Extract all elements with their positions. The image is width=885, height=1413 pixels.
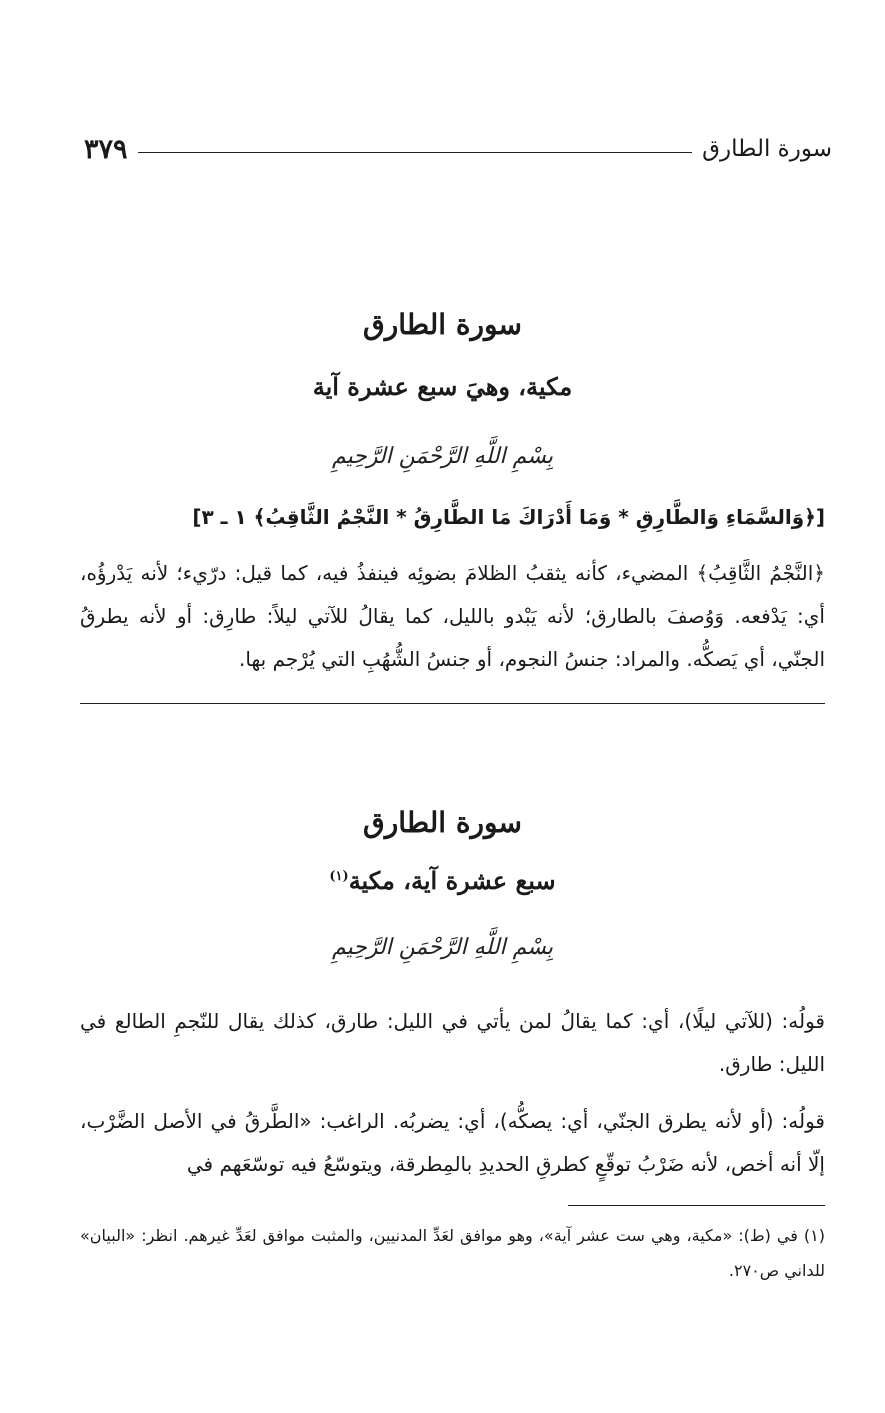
- surah-title: سورة الطارق: [363, 308, 522, 341]
- commentary-subtitle-text: سبع عشرة آية، مكية: [348, 866, 556, 895]
- tafsir-paragraph: ﴿النَّجْمُ الثَّاقِبُ﴾ المضيء، كأنه يثقبُ الظلامَ بضوئِه فينفذُ فيه، كما قيل: درّيء؛ لأنه يَدْرؤُه، أي: يَدْفعه. وَوُصفَ بالطارق؛ لأنه يَبْدو بالليل، كما يقالُ للآتي ليلاً: طارِق: أو لأنه يطرقُ الجنّي، أي يَصكُّه. والمراد: جنسُ النجوم، أو جنسُ الشُّهُبِ التي يُرْجم بها.: [80, 561, 825, 671]
- footnote-divider: [568, 1205, 825, 1206]
- page-header: [84, 126, 832, 172]
- surah-subtitle: مكية، وهيَ سبع عشرة آية: [312, 372, 573, 401]
- commentary-paragraph-2: قولُه: (أو لأنه يطرق الجنّي، أي: يصكُّه)، أي: يضربُه. الراغب: «الطَّرقُ في الأصل الضَّرْب، إلّا أنه أخص، لأنه ضَرْبُ توقّعٍ كطرقِ الحديدِ بالمِطرقة، ويتوسّعُ فيه توسّعَهم في: [80, 1109, 825, 1176]
- commentary-subtitle: [0, 866, 885, 895]
- commentary-basmala: بِسْمِ اللَّهِ الرَّحْمَنِ الرَّحِيمِ: [331, 935, 554, 960]
- page-number: ٣٧٩: [84, 133, 128, 165]
- basmala-calligraphy: بِسْمِ اللَّهِ الرَّحْمَنِ الرَّحِيمِ: [331, 444, 554, 469]
- running-title: سورة الطارق: [702, 136, 832, 162]
- header-rule: [138, 152, 693, 153]
- commentary-surah-title: سورة الطارق: [363, 806, 522, 839]
- footnote: (١) في (ط): «مكية، وهي ست عشر آية»، وهو موافق لعَدِّ المدنيين، والمثبت موافق لعَدِّ غيرهم. انظر: «البيان» للداني ص٢٧٠.: [80, 1226, 825, 1280]
- footnote-marker: (١): [329, 869, 349, 884]
- verse-heading: [﴿وَالسَّمَاءِ وَالطَّارِقِ * وَمَا أَدْرَاكَ مَا الطَّارِقُ * النَّجْمُ الثَّاقِبُ﴾ ١ ـ ٣]: [192, 505, 825, 529]
- section-divider: [80, 703, 825, 704]
- commentary-paragraph-1: قولُه: (للآتي ليلًا)، أي: كما يقالُ لمن يأتي في الليل: طارق، كذلك يقال للنّجمِ الطالع في الليل: طارق.: [80, 1009, 825, 1076]
